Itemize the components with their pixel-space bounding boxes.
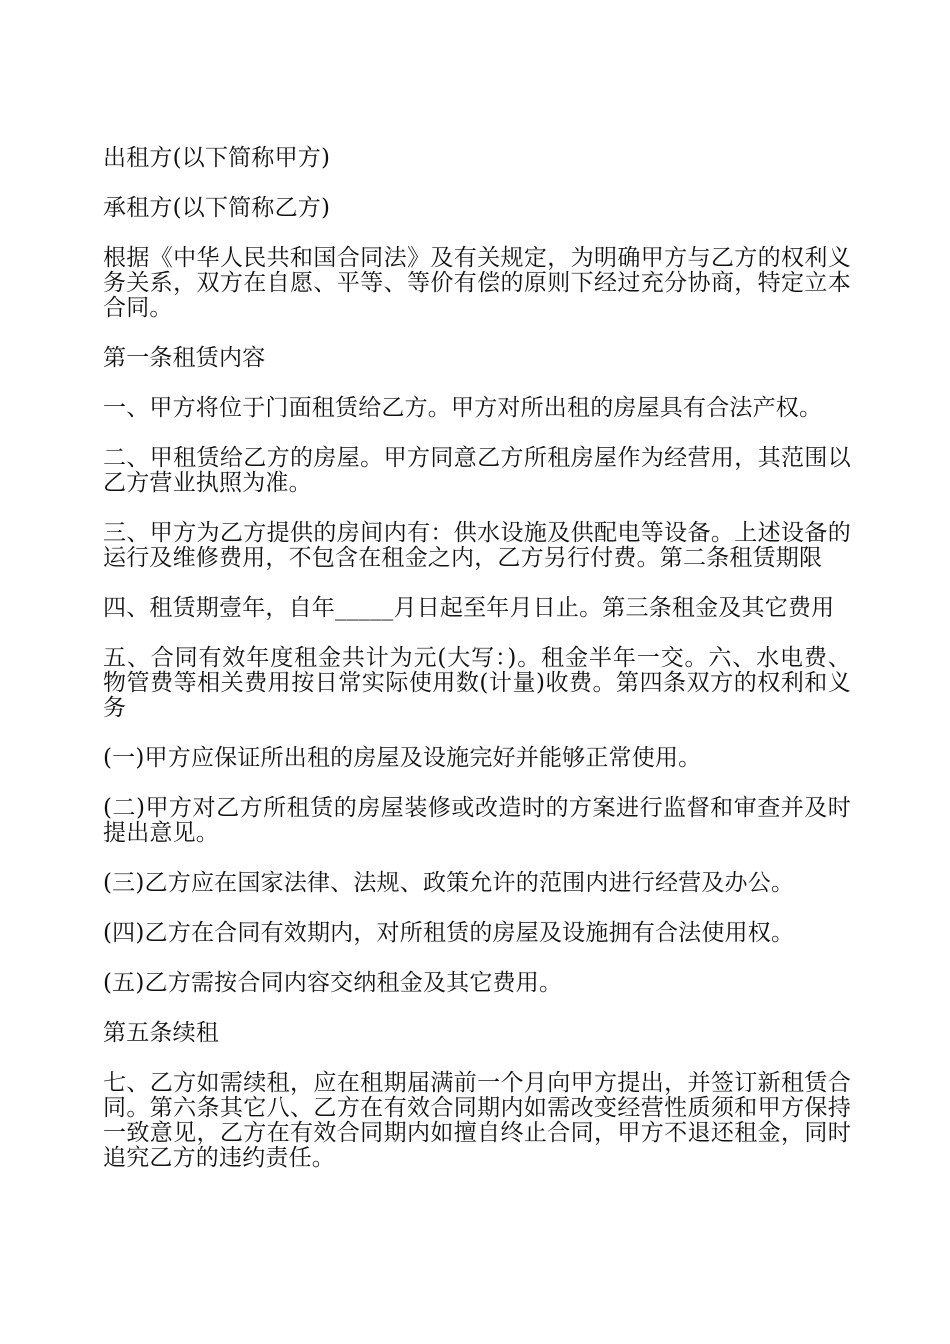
article-5-heading: 第五条续租 [103, 1020, 219, 1046]
lessor-line: 出租方(以下简称甲方) [103, 145, 331, 171]
right-5-paragraph: (五)乙方需按合同内容交纳租金及其它费用。 [103, 970, 563, 996]
clause-3-paragraph: 三、甲方为乙方提供的房间内有：供水设施及供配电等设备。上述设备的运行及维修费用，不包含在租金之内，乙方另行付费。第二条租赁期限 [103, 520, 851, 571]
right-4-paragraph: (四)乙方在合同有效期内，对所租赁的房屋及设施拥有合法使用权。 [103, 920, 795, 946]
article-1-heading: 第一条租赁内容 [103, 345, 266, 371]
preamble-paragraph: 根据《中华人民共和国合同法》及有关规定，为明确甲方与乙方的权利义务关系，双方在自愿、平等、等价有偿的原则下经过充分协商，特定立本合同。 [103, 245, 851, 321]
clause-1-paragraph: 一、甲方将位于门面租赁给乙方。甲方对所出租的房屋具有合法产权。 [103, 395, 823, 421]
clause-5-paragraph: 五、合同有效年度租金共计为元(大写：)。租金半年一交。六、水电费、物管费等相关费用按日常实际使用数(计量)收费。第四条双方的权利和义务 [103, 645, 851, 721]
document-body [103, 146, 851, 1196]
right-2-paragraph: (二)甲方对乙方所租赁的房屋装修或改造时的方案进行监督和审查并及时提出意见。 [103, 795, 851, 846]
clause-4-paragraph: 四、租赁期壹年，自年_____月日起至年月日止。第三条租金及其它费用 [103, 595, 835, 621]
clause-7-paragraph: 七、乙方如需续租，应在租期届满前一个月向甲方提出，并签订新租赁合同。第六条其它八、乙方在有效合同期内如需改变经营性质须和甲方保持一致意见，乙方在有效合同期内如擅自终止合同，甲方不退还租金，同时追究乙方的违约责任。 [103, 1070, 851, 1171]
right-1-paragraph: (一)甲方应保证所出租的房屋及设施完好并能够正常使用。 [103, 745, 702, 771]
right-3-paragraph: (三)乙方应在国家法律、法规、政策允许的范围内进行经营及办公。 [103, 870, 795, 896]
clause-2-paragraph: 二、甲租赁给乙方的房屋。甲方同意乙方所租房屋作为经营用，其范围以乙方营业执照为准。 [103, 445, 851, 496]
lessee-line: 承租方(以下简称乙方) [103, 195, 331, 221]
